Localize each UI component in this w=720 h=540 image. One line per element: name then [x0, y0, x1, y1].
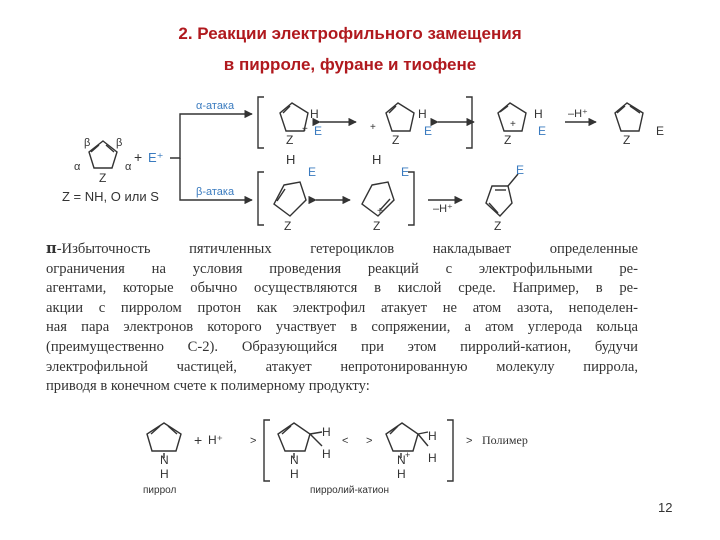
product-z: Z [623, 133, 631, 147]
z-definition: Z = NH, O или S [62, 189, 159, 204]
pyrrole-nh: H [160, 467, 169, 481]
alpha-product [615, 103, 643, 131]
beta1-h: H [286, 152, 296, 167]
bottom-arrow-2: < [342, 435, 349, 447]
alpha-left-label: α [74, 161, 81, 173]
beta2-h: H [372, 152, 382, 167]
paragraph-line: ограничения на условия проведения реакций с электрофильными ре- [46, 260, 638, 277]
cation2-nh: H [397, 467, 406, 481]
alpha2-h: H [418, 107, 427, 121]
paragraph-line-text: -Избыточность пятичленных гетероциклов накладывает определенные [56, 241, 638, 257]
cation1-n: N [290, 453, 299, 467]
alpha-attack-label: α-атака [196, 100, 235, 112]
beta-product-z: Z [494, 219, 502, 233]
alpha3-e: E [538, 124, 547, 138]
polymer-label: Полимер [482, 433, 528, 447]
alpha-right-label: α [125, 161, 132, 173]
beta1-z: Z [284, 219, 292, 233]
ring-atom-label: Z [99, 171, 107, 185]
beta-bracket-right [408, 172, 414, 225]
top-scheme [89, 97, 643, 225]
top-scheme-labels [62, 100, 664, 233]
starting-heterocycle [89, 141, 117, 168]
paragraph-line: ная пара электронов которого участвует в сопряжении, а атом углерода кольца [46, 319, 638, 336]
pyrrolium-cation-caption: пирролий-катион [310, 485, 389, 496]
cation-bracket-left [264, 420, 270, 481]
paragraph-line: электрофильной частицей, атакует непротонированную молекулу пиррола, [46, 358, 638, 375]
cation2-h-bottom: H [428, 451, 437, 465]
bottom-scheme-labels [143, 425, 528, 496]
beta2-z: Z [373, 219, 381, 233]
explanatory-paragraph [46, 239, 638, 397]
cation1-nh: H [290, 467, 299, 481]
product-e: E [656, 124, 665, 138]
page-number: 12 [658, 500, 673, 515]
bottom-arrow-1: > [250, 435, 257, 447]
beta-right-label: β [116, 137, 123, 149]
alpha1-e: E [314, 124, 323, 138]
alpha-branch-arrow [170, 114, 252, 158]
alpha2-z: Z [392, 133, 400, 147]
cation2-n-plus: + [405, 450, 411, 460]
bottom-arrow-3: > [366, 435, 373, 447]
pyrrolium-cation-1 [278, 423, 322, 458]
cation1-h-bottom: H [322, 447, 331, 461]
beta-product-e: E [516, 163, 525, 177]
slide-title-line1: 2. Реакции электрофильного замещения [178, 24, 522, 43]
alpha3-plus: + [510, 119, 516, 130]
alpha3-h: H [534, 107, 543, 121]
plus-sign: + [134, 149, 143, 165]
alpha1-plus: + [302, 124, 308, 135]
paragraph-line: (преимущественно С-2). Образующийся при этом пирролий-катион, будучи [46, 338, 638, 355]
alpha2-e: E [424, 124, 433, 138]
bottom-plus: + [194, 432, 203, 448]
beta1-e: E [308, 165, 317, 179]
alpha-minus-h: –H⁺ [568, 108, 588, 120]
beta2-plus: + [377, 206, 383, 217]
alpha1-z: Z [286, 133, 294, 147]
cation2-n: N [397, 453, 406, 467]
alpha2-plus: + [370, 122, 376, 133]
cation1-h-top: H [322, 425, 331, 439]
slide-title-line2: в пирроле, фуране и тиофене [223, 55, 477, 74]
beta-left-label: β [84, 137, 91, 149]
pyrrole-caption: пиррол [143, 485, 177, 496]
alpha-sigma-complex-2 [386, 103, 414, 131]
beta-product [486, 174, 518, 216]
paragraph-line: акции с пирролом протон как электрофил атакует не атом азота, неподелен- [46, 299, 638, 316]
beta-minus-h: –H⁺ [433, 203, 453, 215]
paragraph-line: агентами, которые обычно осуществляются в кислой среде. Например, в ре- [46, 280, 638, 297]
proton-reagent: H⁺ [208, 433, 223, 447]
beta2-e: E [401, 165, 410, 179]
paragraph-line: приводя в конечном счете к полимерному продукту: [46, 378, 370, 395]
pi-symbol: π [46, 240, 57, 257]
bottom-arrow-4: > [466, 435, 473, 447]
pyrrole-n: N [160, 453, 169, 467]
beta-attack-label: β-атака [196, 186, 235, 198]
beta-sigma-complex-1 [274, 182, 306, 216]
beta-bracket-left [258, 172, 264, 225]
alpha-bracket-left [258, 97, 264, 148]
paragraph-line [46, 239, 638, 260]
alpha1-h: H [310, 107, 319, 121]
cation-bracket-right [447, 420, 453, 481]
cation2-h-top: H [428, 429, 437, 443]
electrophile-reagent: E⁺ [148, 150, 164, 165]
alpha3-z: Z [504, 133, 512, 147]
